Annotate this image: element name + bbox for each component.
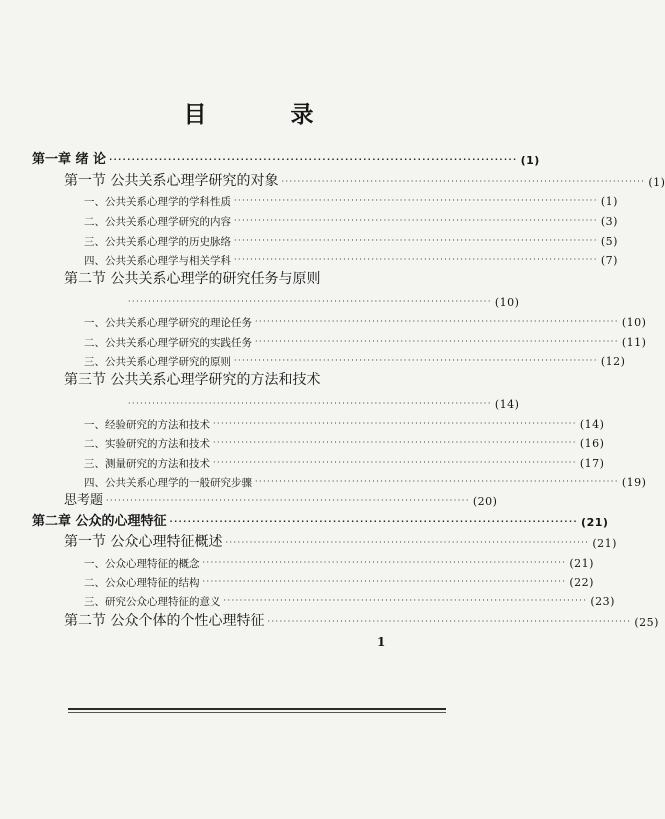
toc-entry[interactable] [32, 146, 540, 167]
toc-entry[interactable] [84, 410, 605, 431]
toc-entry[interactable] [84, 328, 647, 349]
toc-leader-dots: ·························································································· [234, 236, 598, 245]
toc-leader-dots: ·························································································· [267, 617, 632, 626]
toc-leader-dots: ·························································································· [234, 216, 598, 225]
toc-entry-page: (7) [600, 254, 618, 267]
toc-entry-page: (23) [590, 595, 615, 608]
toc-entry-label: 三、公共关系心理学研究的原则 [84, 355, 231, 368]
toc-entry-label: 一、公众心理特征的概念 [84, 557, 200, 570]
footer-rule-thin [68, 712, 446, 713]
toc-entry[interactable] [128, 390, 520, 411]
toc-entry-label: 第二节 公共关系心理学的研究任务与原则 [64, 271, 321, 287]
toc-entry-page: (21) [569, 557, 594, 570]
toc-entry[interactable] [84, 449, 605, 470]
toc-entry[interactable] [84, 227, 618, 248]
toc-entry-page: (21) [592, 537, 617, 550]
toc-leader-dots: ·························································································· [109, 155, 518, 164]
toc-entry-page: (10) [494, 296, 520, 309]
toc-leader-dots: ·························································································· [223, 596, 588, 605]
toc-entry-label: 四、公共关系心理学与相关学科 [84, 254, 231, 267]
toc-entry-label: 第一章 绪 论 [32, 152, 107, 167]
toc-entry-page: (3) [600, 215, 618, 228]
toc-entry-page: (10) [621, 316, 647, 329]
toc-entry-label: 第二章 公众的心理特征 [32, 514, 167, 529]
toc-leader-dots: ·························································································· [234, 255, 598, 264]
toc-entry-page: (19) [621, 476, 647, 489]
toc-leader-dots: ·························································································· [128, 297, 492, 306]
toc-entry-page: (14) [579, 418, 605, 431]
toc-entry[interactable] [64, 266, 404, 286]
toc-leader-dots: ·························································································· [169, 517, 579, 526]
toc-entry-label: 二、公共关系心理学研究的内容 [84, 215, 231, 228]
page-title: 目 录 [183, 102, 352, 128]
toc-entry[interactable] [32, 508, 609, 529]
toc-leader-dots: ·························································································· [213, 438, 577, 447]
page-number: 1 [377, 635, 386, 649]
toc-leader-dots: ·························································································· [213, 419, 577, 428]
toc-entry[interactable] [84, 549, 594, 570]
toc-entry-label: 一、公共关系心理学的学科性质 [84, 195, 231, 208]
toc-leader-dots: ·························································································· [234, 196, 598, 205]
toc-leader-dots: ·························································································· [202, 577, 567, 586]
toc-entry-label: 第一节 公共关系心理学研究的对象 [64, 173, 279, 189]
toc-entry[interactable] [64, 529, 617, 550]
toc-entry[interactable] [84, 429, 605, 450]
toc-leader-dots: ·························································································· [106, 496, 470, 505]
toc-entry[interactable] [64, 367, 404, 387]
toc-entry-page: (17) [579, 457, 605, 470]
toc-entry-page: (5) [600, 235, 618, 248]
toc-entry-label: 二、公众心理特征的结构 [84, 576, 200, 589]
toc-entry[interactable] [84, 207, 618, 228]
toc-entry-page: (11) [621, 336, 647, 349]
toc-leader-dots: ·························································································· [255, 337, 619, 346]
toc-entry-label: 一、经验研究的方法和技术 [84, 418, 210, 431]
toc-entry-label: 思考题 [64, 493, 104, 508]
toc-leader-dots: ·························································································· [255, 317, 619, 326]
toc-leader-dots: ·························································································· [213, 458, 577, 467]
toc-entry-label: 第三节 公共关系心理学研究的方法和技术 [64, 372, 321, 388]
toc-entry-page: (1) [600, 195, 618, 208]
toc-leader-dots: ·························································································· [128, 399, 492, 408]
toc-entry-label: 第二节 公众个体的个性心理特征 [64, 613, 265, 629]
toc-entry[interactable] [84, 246, 618, 267]
toc-entry-label: 一、公共关系心理学研究的理论任务 [84, 316, 252, 329]
toc-entry[interactable] [84, 308, 647, 329]
toc-entry-label: 三、公共关系心理学的历史脉络 [84, 235, 231, 248]
toc-entry-page: (12) [600, 355, 626, 368]
toc-entry-label: 二、公共关系心理学研究的实践任务 [84, 336, 252, 349]
footer-rule [68, 708, 446, 710]
toc-entry[interactable] [84, 587, 615, 608]
toc-entry[interactable] [84, 347, 626, 368]
toc-entry[interactable] [128, 288, 520, 309]
toc-leader-dots: ·························································································· [234, 356, 598, 365]
toc-entry[interactable] [84, 468, 647, 489]
toc-entry-label: 第一节 公众心理特征概述 [64, 534, 223, 550]
toc-entry-label: 四、公共关系心理学的一般研究步骤 [84, 476, 252, 489]
toc-entry-page: (21) [581, 516, 609, 529]
toc-entry-page: (22) [569, 576, 594, 589]
toc-entry-page: (20) [472, 495, 498, 508]
toc-leader-dots: ·························································································· [202, 558, 567, 567]
toc-entry-page: (25) [634, 616, 659, 629]
toc-entry-page: (1) [520, 154, 540, 167]
toc-entry[interactable] [84, 568, 594, 589]
toc-leader-dots: ·························································································· [281, 177, 646, 186]
toc-entry[interactable] [64, 608, 659, 629]
toc-entry-label: 三、研究公众心理特征的意义 [84, 595, 221, 608]
toc-entry[interactable] [84, 187, 618, 208]
toc-leader-dots: ·························································································· [255, 477, 619, 486]
toc-entry[interactable] [64, 168, 665, 189]
toc-entry-label: 三、测量研究的方法和技术 [84, 457, 210, 470]
toc-entry-page: (14) [494, 398, 520, 411]
toc-entry[interactable] [64, 487, 498, 508]
toc-entry-page: (16) [579, 437, 605, 450]
toc-leader-dots: ·························································································· [225, 538, 590, 547]
toc-entry-page: (1) [648, 176, 665, 189]
toc-entry-label: 二、实验研究的方法和技术 [84, 437, 210, 450]
